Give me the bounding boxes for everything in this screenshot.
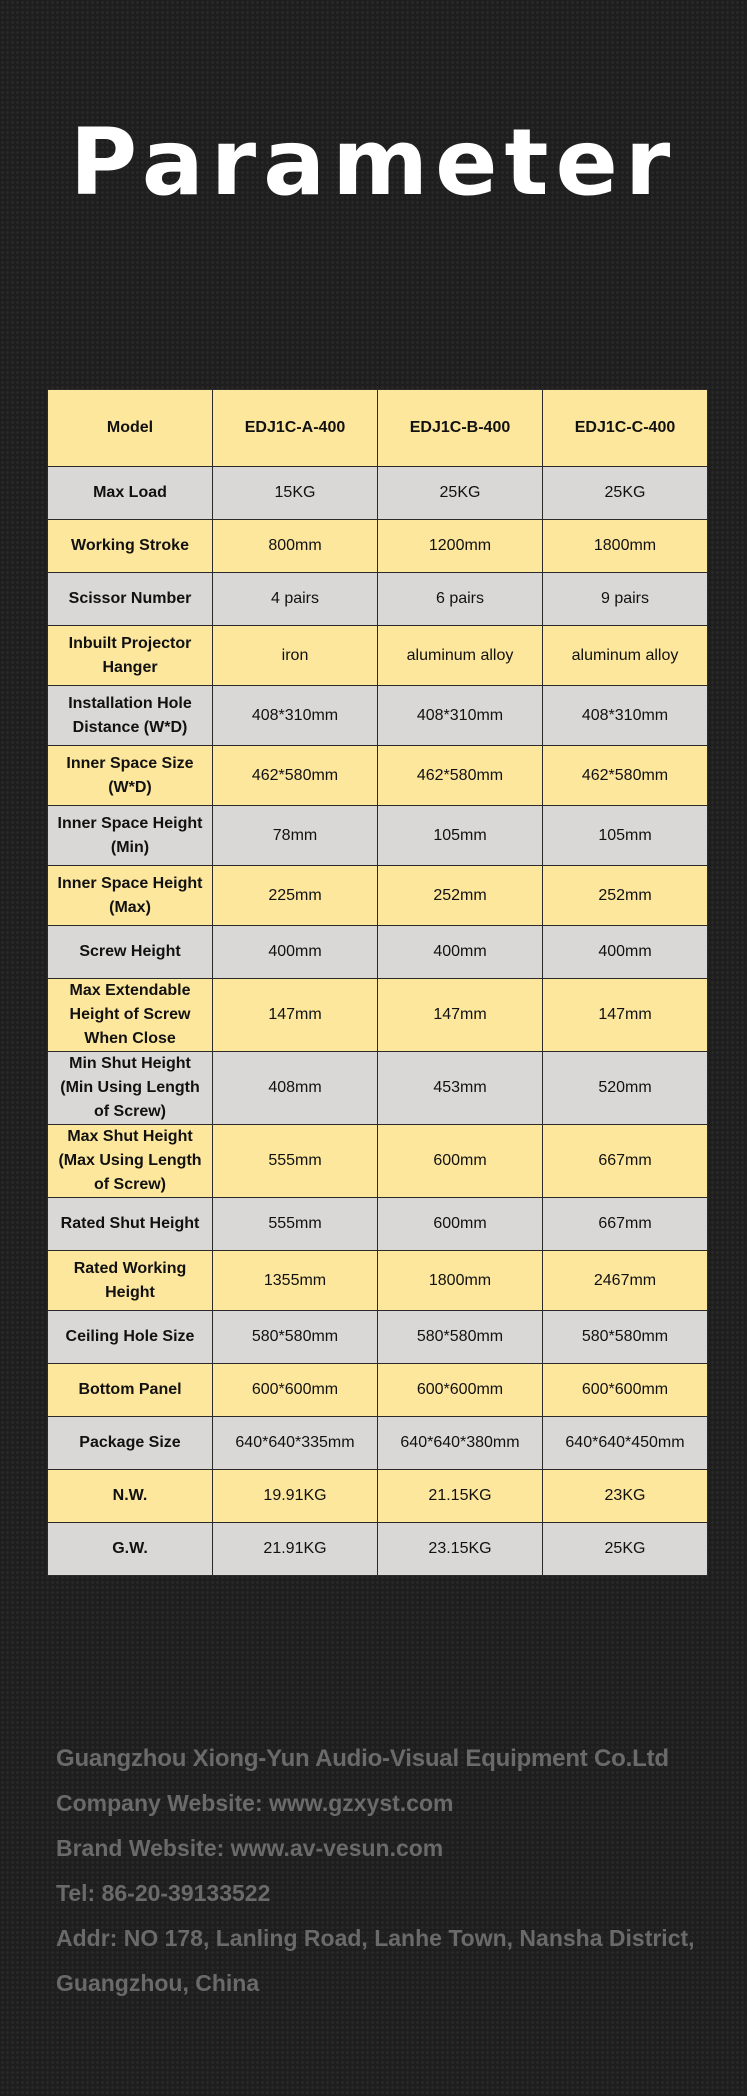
- table-cell: aluminum alloy: [543, 626, 708, 686]
- table-cell: 147mm: [213, 979, 378, 1052]
- table-cell: 15KG: [213, 467, 378, 520]
- table-cell: 555mm: [213, 1198, 378, 1251]
- table-cell: 640*640*380mm: [378, 1417, 543, 1470]
- table-row: [48, 1198, 708, 1251]
- row-label: Working Stroke: [48, 520, 213, 573]
- header-cell-model-c: EDJ1C-C-400: [543, 390, 708, 467]
- parameter-table: [47, 389, 708, 1576]
- table-cell: iron: [213, 626, 378, 686]
- table-cell: 600*600mm: [378, 1364, 543, 1417]
- table-row: [48, 1523, 708, 1576]
- table-cell: 105mm: [543, 806, 708, 866]
- table-cell: 453mm: [378, 1052, 543, 1125]
- table-cell: 462*580mm: [213, 746, 378, 806]
- header-cell-model-a: EDJ1C-A-400: [213, 390, 378, 467]
- table-row: [48, 806, 708, 866]
- table-cell: 800mm: [213, 520, 378, 573]
- table-cell: 400mm: [213, 926, 378, 979]
- table-cell: 520mm: [543, 1052, 708, 1125]
- company-name: Guangzhou Xiong-Yun Audio-Visual Equipment Co.Ltd: [56, 1745, 669, 1772]
- table-cell: 25KG: [543, 1523, 708, 1576]
- table-cell: 600*600mm: [543, 1364, 708, 1417]
- table-cell: 640*640*335mm: [213, 1417, 378, 1470]
- table-header-row: [48, 390, 708, 467]
- table-row: [48, 1417, 708, 1470]
- table-cell: 640*640*450mm: [543, 1417, 708, 1470]
- brand-website: Brand Website: www.av-vesun.com: [56, 1835, 444, 1861]
- table-cell: 667mm: [543, 1198, 708, 1251]
- company-website: Company Website: www.gzxyst.com: [56, 1790, 454, 1816]
- row-label: Inner Space Size (W*D): [48, 746, 213, 806]
- table-cell: 408*310mm: [378, 686, 543, 746]
- page-title: Parameter: [69, 109, 678, 216]
- table-cell: 23KG: [543, 1470, 708, 1523]
- row-label: Scissor Number: [48, 573, 213, 626]
- table-cell: 105mm: [378, 806, 543, 866]
- row-label: G.W.: [48, 1523, 213, 1576]
- table-cell: 408mm: [213, 1052, 378, 1125]
- table-cell: 78mm: [213, 806, 378, 866]
- table-cell: 462*580mm: [378, 746, 543, 806]
- table-cell: 9 pairs: [543, 573, 708, 626]
- table-cell: aluminum alloy: [378, 626, 543, 686]
- table-row: [48, 1251, 708, 1311]
- row-label: Inner Space Height (Min): [48, 806, 213, 866]
- table-cell: 25KG: [543, 467, 708, 520]
- company-info: [56, 1736, 736, 2006]
- table-row: [48, 746, 708, 806]
- table-row: [48, 1364, 708, 1417]
- row-label: Inner Space Height (Max): [48, 866, 213, 926]
- table-row: [48, 686, 708, 746]
- table-cell: 580*580mm: [543, 1311, 708, 1364]
- table-cell: 225mm: [213, 866, 378, 926]
- table-cell: 252mm: [543, 866, 708, 926]
- table-cell: 1800mm: [378, 1251, 543, 1311]
- row-label: Max Extendable Height of Screw When Close: [48, 979, 213, 1052]
- table-cell: 600mm: [378, 1125, 543, 1198]
- header-cell-model-b: EDJ1C-B-400: [378, 390, 543, 467]
- table-cell: 25KG: [378, 467, 543, 520]
- table-cell: 580*580mm: [213, 1311, 378, 1364]
- table-row: [48, 866, 708, 926]
- row-label: Screw Height: [48, 926, 213, 979]
- table-cell: 600mm: [378, 1198, 543, 1251]
- table-row: [48, 979, 708, 1052]
- table-cell: 21.15KG: [378, 1470, 543, 1523]
- table-row: [48, 573, 708, 626]
- row-label: Inbuilt Projector Hanger: [48, 626, 213, 686]
- row-label: Min Shut Height (Min Using Length of Screw): [48, 1052, 213, 1125]
- address-line-2: Guangzhou, China: [56, 1970, 260, 1996]
- row-label: Max Shut Height (Max Using Length of Screw): [48, 1125, 213, 1198]
- table-row: [48, 1052, 708, 1125]
- table-cell: 147mm: [378, 979, 543, 1052]
- table-row: [48, 520, 708, 573]
- table-cell: 1355mm: [213, 1251, 378, 1311]
- row-label: Ceiling Hole Size: [48, 1311, 213, 1364]
- table-cell: 4 pairs: [213, 573, 378, 626]
- address-line-1: Addr: NO 178, Lanling Road, Lanhe Town, Nansha District,: [56, 1925, 695, 1951]
- table-row: [48, 1470, 708, 1523]
- table-cell: 555mm: [213, 1125, 378, 1198]
- table-cell: 19.91KG: [213, 1470, 378, 1523]
- table-row: [48, 626, 708, 686]
- table-row: [48, 467, 708, 520]
- telephone: Tel: 86-20-39133522: [56, 1880, 271, 1906]
- table-cell: 252mm: [378, 866, 543, 926]
- table-row: [48, 1125, 708, 1198]
- table-cell: 667mm: [543, 1125, 708, 1198]
- row-label: Max Load: [48, 467, 213, 520]
- table-cell: 23.15KG: [378, 1523, 543, 1576]
- table-cell: 1200mm: [378, 520, 543, 573]
- table-cell: 2467mm: [543, 1251, 708, 1311]
- table-cell: 600*600mm: [213, 1364, 378, 1417]
- header-cell-model: Model: [48, 390, 213, 467]
- row-label: Package Size: [48, 1417, 213, 1470]
- row-label: Rated Working Height: [48, 1251, 213, 1311]
- table-cell: 21.91KG: [213, 1523, 378, 1576]
- table-cell: 408*310mm: [213, 686, 378, 746]
- table-cell: 462*580mm: [543, 746, 708, 806]
- table-row: [48, 926, 708, 979]
- table-cell: 400mm: [543, 926, 708, 979]
- table-cell: 6 pairs: [378, 573, 543, 626]
- table-cell: 1800mm: [543, 520, 708, 573]
- row-label: Rated Shut Height: [48, 1198, 213, 1251]
- table-cell: 147mm: [543, 979, 708, 1052]
- table-cell: 580*580mm: [378, 1311, 543, 1364]
- table-cell: 400mm: [378, 926, 543, 979]
- table-cell: 408*310mm: [543, 686, 708, 746]
- row-label: Bottom Panel: [48, 1364, 213, 1417]
- table-row: [48, 1311, 708, 1364]
- row-label: Installation Hole Distance (W*D): [48, 686, 213, 746]
- row-label: N.W.: [48, 1470, 213, 1523]
